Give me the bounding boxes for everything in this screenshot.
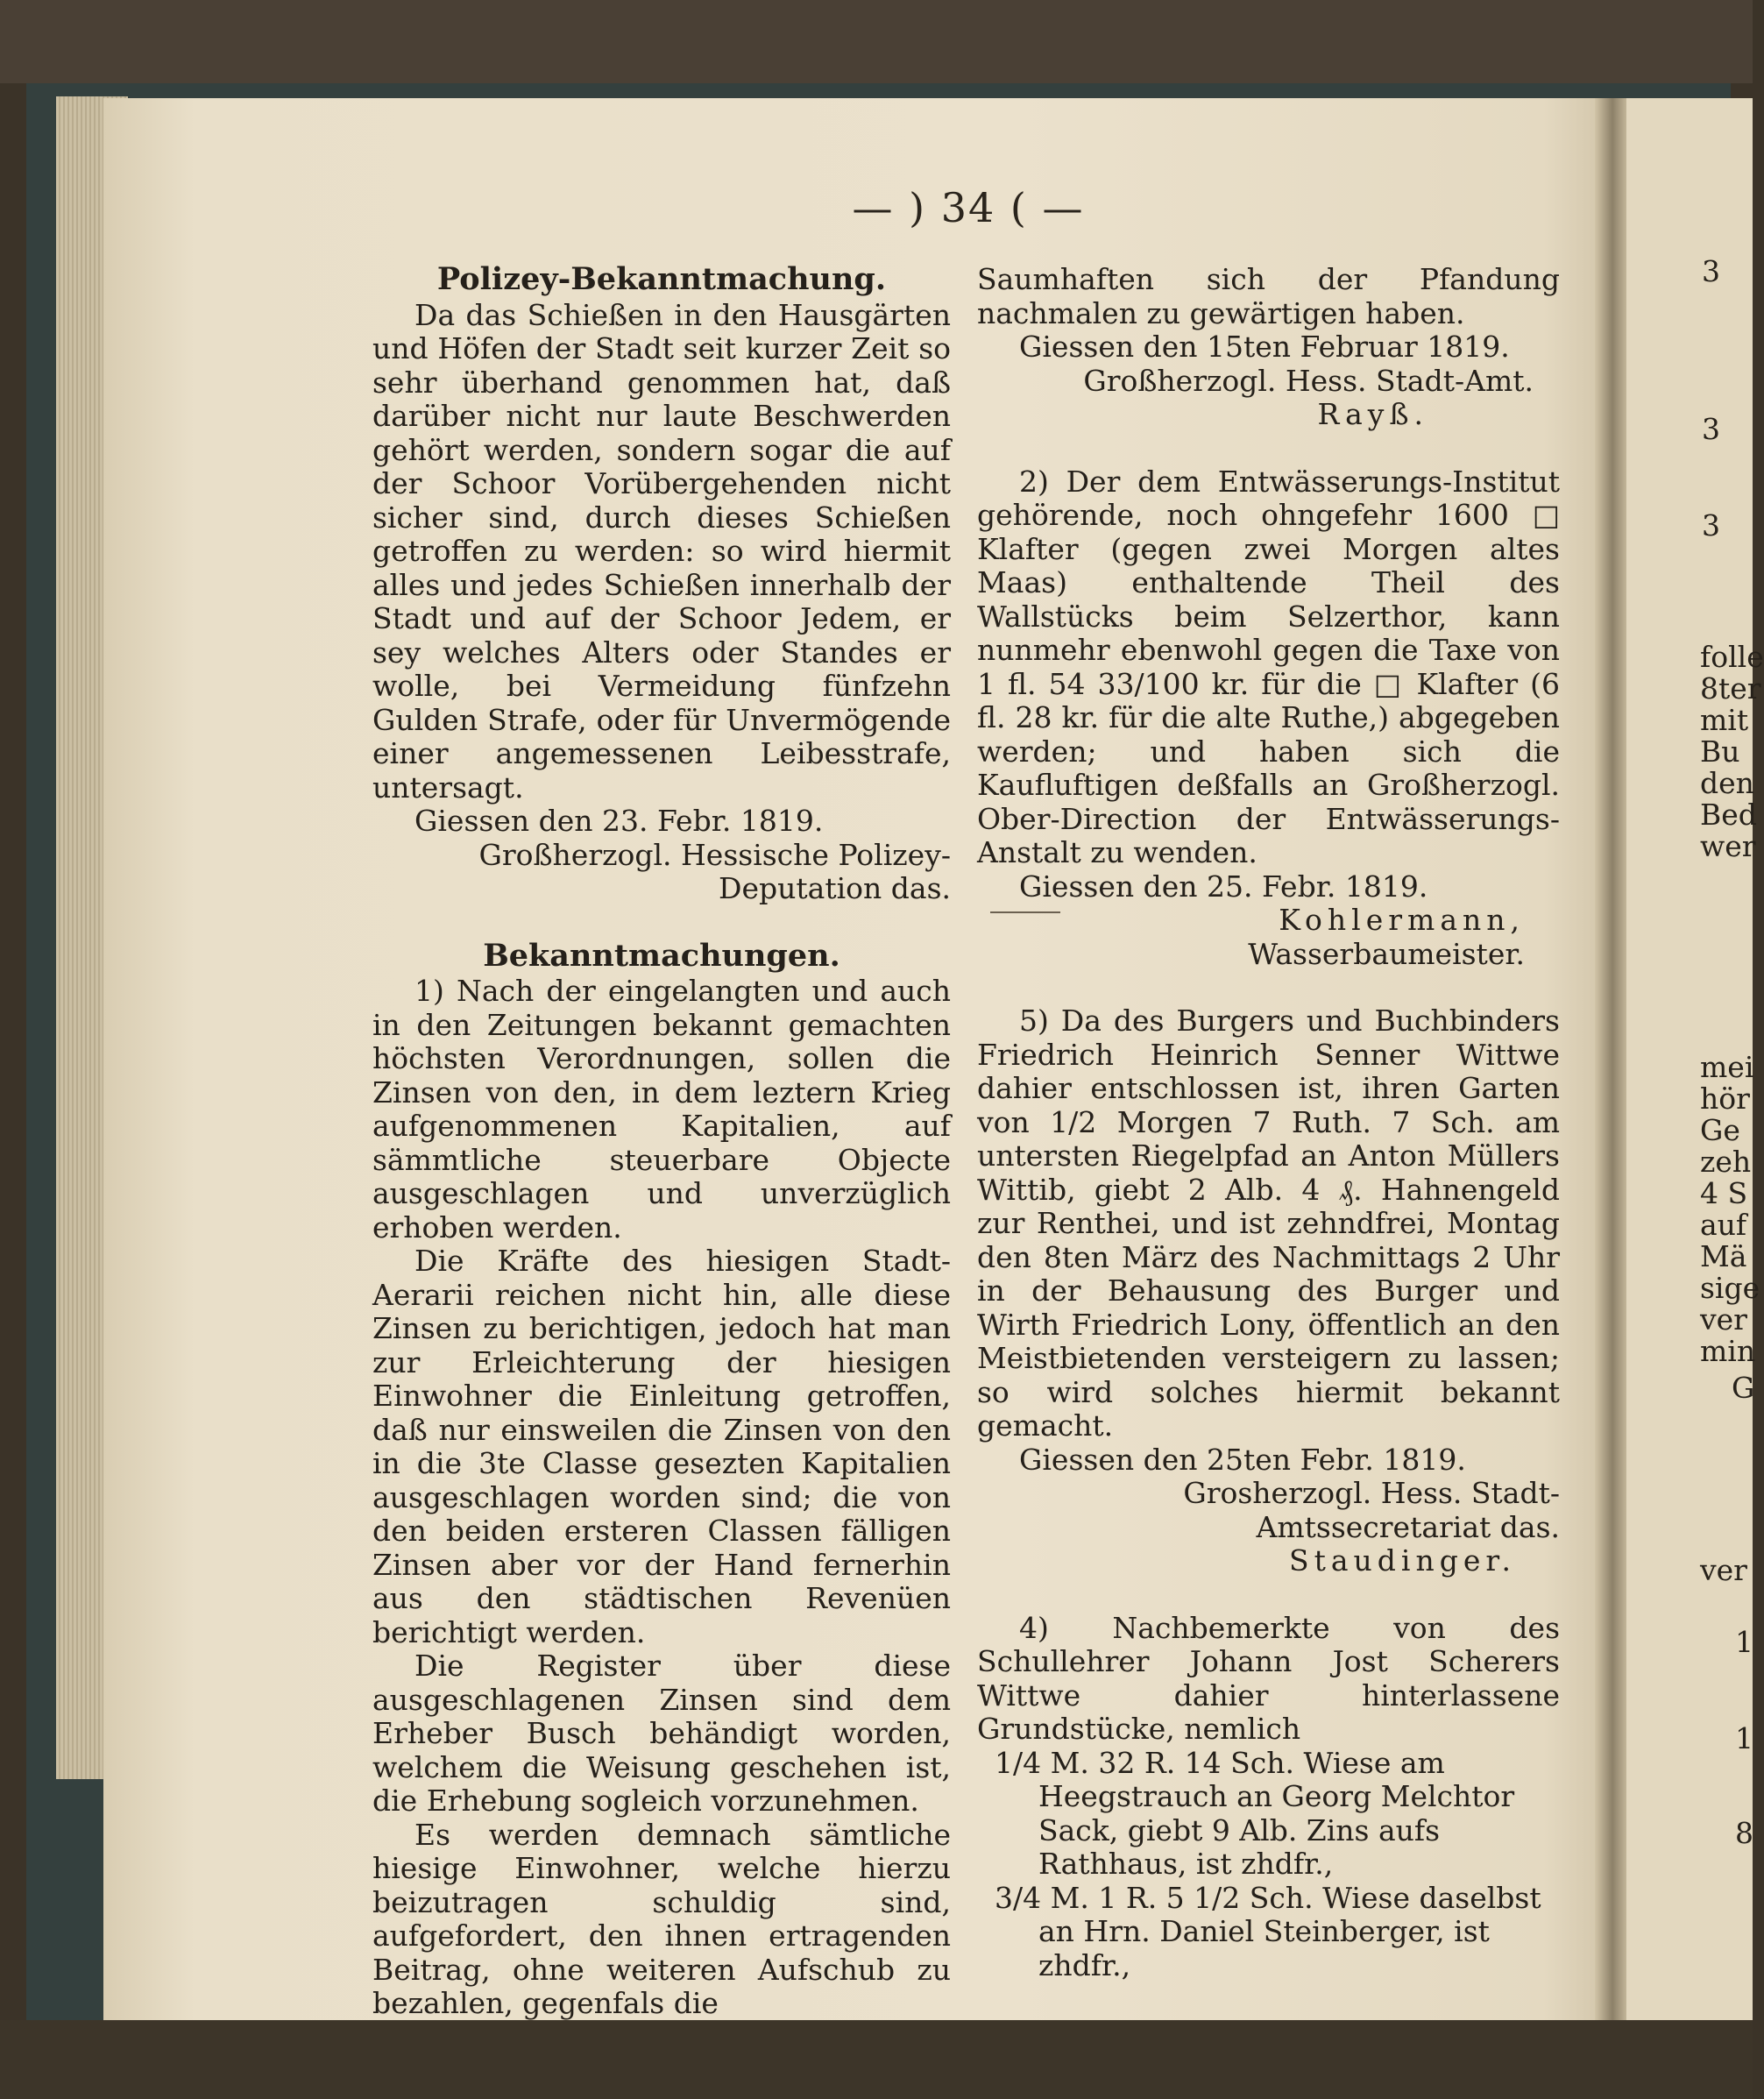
np-line: Bu: [1700, 734, 1740, 769]
np-line: Mä: [1700, 1239, 1747, 1273]
police-announcement-title: Polizey-Bekanntmachung.: [436, 261, 887, 297]
np-line: auf: [1700, 1208, 1747, 1242]
police-announcement-date: Giessen den 23. Febr. 1819.: [414, 804, 824, 838]
np-line: 8: [1735, 1816, 1753, 1850]
np-line: 3: [1702, 254, 1720, 288]
announcement-5-date: Giessen den 25ten Febr. 1819.: [1019, 1442, 1466, 1477]
announcement-2-title: Wasserbaumeister.: [1248, 936, 1525, 971]
background-top: [0, 0, 1753, 83]
np-line: 1: [1735, 1721, 1753, 1755]
announcement-2-signer: Kohlermann,: [1279, 903, 1525, 937]
section-divider: [990, 911, 1060, 913]
announcement-5-signer: Staudinger.: [1288, 1543, 1516, 1578]
np-line: Ge: [1700, 1113, 1740, 1147]
np-line: den: [1700, 766, 1754, 800]
announcement-1-paragraph-4: Es werden demnach sämtliche hiesige Einwohner, welche hierzu beizutragen schuldig sind, aufgefordert, den ihnen ertragenden Beitrag, ohne weiteren Aufschub zu bezahlen, gegenfals die: [372, 1817, 951, 2020]
left-column: [372, 263, 951, 2021]
np-line: 8ter: [1700, 671, 1761, 706]
np-line: ver: [1700, 1553, 1747, 1587]
np-line: folle: [1700, 640, 1764, 674]
announcement-1-signature: Großherzogl. Hess. Stadt-Amt.: [1083, 363, 1534, 398]
announcement-5-signature: Grosherzogl. Hess. Stadt-Amtssecretariat das.: [1183, 1476, 1560, 1544]
announcement-4-text: 4) Nachbemerkte von des Schullehrer Johann Jost Scherers Wittwe dahier hinterlassene Grundstücke, nemlich: [977, 1610, 1560, 1746]
background-bottom: [0, 2020, 1753, 2099]
np-line: wer: [1700, 829, 1756, 863]
np-line: sige: [1700, 1271, 1760, 1305]
np-line: mei: [1700, 1050, 1754, 1084]
np-line: 4 S: [1700, 1176, 1748, 1210]
np-line: hör: [1700, 1081, 1750, 1116]
np-line: 3: [1702, 508, 1720, 542]
announcements-title: Bekanntmachungen.: [483, 937, 840, 974]
np-line: zeh: [1700, 1145, 1752, 1179]
np-line: 3: [1702, 412, 1720, 446]
announcement-1-signer: Rayß.: [1317, 397, 1428, 431]
np-line: Bed: [1700, 798, 1757, 832]
property-item-1: 1/4 M. 32 R. 14 Sch. Wiese am Heegstrauch an Georg Melchtor Sack, giebt 9 Alb. Zins aufs Rathhaus, ist zhdfr.,: [995, 1745, 1515, 1881]
announcement-2-text: 2) Der dem Entwässerungs-Institut gehörende, noch ohngefehr 1600 □ Klafter (gegen zwei Morgen altes Maas) enthaltende Theil des Wallstücks beim Selzerthor, kann nunmehr ebenwohl gegen die Taxe von 1 fl. 54 33/100 kr. für die □ Klafter (6 fl. 28 kr. für die alte Ruthe,) abgegeben werden; und haben sich die Kaufluftigen deßfalls an Großherzogl. Ober-Direction der Entwässerungs-Anstalt zu wenden.: [977, 464, 1560, 869]
announcement-1-date: Giessen den 15ten Februar 1819.: [1019, 330, 1510, 364]
police-announcement-signature: Großherzogl. Hessische Polizey-Deputation das.: [478, 837, 951, 905]
property-item-2: 3/4 M. 1 R. 5 1/2 Sch. Wiese daselbst an Hrn. Daniel Steinberger, ist zhdfr.,: [995, 1880, 1541, 1982]
np-line: min: [1700, 1334, 1756, 1368]
announcement-1-text: 1) Nach der eingelangten und auch in den Zeitungen bekannt gemachten höchsten Verordnungen, sollen die Zinsen von den, in dem leztern Krieg aufgenommenen Kapitalien, auf sämmtliche steuerbare Objecte ausgeschlagen und unverzüglich erhoben werden.: [372, 974, 951, 1245]
police-announcement-text: Da das Schießen in den Hausgärten und Höfen der Stadt seit kurzer Zeit so sehr überhand genommen hat, daß darüber nicht nur laute Beschwerden gehört werden, sondern sogar die auf der Schoor Vorübergehenden nicht sicher sind, durch dieses Schießen getroffen zu werden: so wird hiermit alles und jedes Schießen innerhalb der Stadt und auf der Schoor Jedem, er sey welches Alters oder Standes er wolle, bei Vermeidung fünfzehn Gulden Strafe, oder für Unvermögende einer angemessenen Leibesstrafe, untersagt.: [372, 297, 951, 805]
np-line: ver: [1700, 1302, 1747, 1337]
announcement-1-continuation: Saumhaften sich der Pfandung nachmalen zu gewärtigen haben.: [977, 262, 1560, 330]
announcement-5-text: 5) Da des Burgers und Buchbinders Friedrich Heinrich Senner Wittwe dahier entschlossen ist, ihren Garten von 1/2 Morgen 7 Ruth. 7 Sch. am untersten Riegelpfad an Anton Müllers Wittib, giebt 2 Alb. 4 ₰. Hahnengeld zur Renthei, und ist zehndfrei, Montag den 8ten März des Nachmittags 2 Uhr in der Behausung des Burger und Wirth Friedrich Lony, öffentlich an den Meistbietenden versteigern zu lassen; so wird solches hiermit bekannt gemacht.: [977, 1003, 1560, 1443]
book-gutter: [1595, 98, 1630, 2026]
announcement-1-paragraph-3: Die Register über diese ausgeschlagenen Zinsen sind dem Erheber Busch behändigt worden, welchem die Weisung geschehen ist, die Erhebung sogleich vorzunehmen.: [372, 1649, 951, 1818]
np-line: G: [1732, 1371, 1755, 1405]
right-column: [977, 263, 1560, 1982]
next-page-fragment: [1626, 98, 1764, 2026]
page-number-header: — ) 34 ( —: [852, 184, 1085, 231]
np-line: 1: [1735, 1625, 1753, 1659]
announcement-1-paragraph-2: Die Kräfte des hiesigen Stadt-Aerarii reichen nicht hin, alle diese Zinsen zu berichtigen, jedoch hat man zur Erleichterung der hiesigen Einwohner die Einleitung getroffen, daß nur einsweilen die Zinsen von den in die 3te Classe gesezten Kapitalien ausgeschlagen worden sind; die von den beiden ersteren Classen fälligen Zinsen aber vor der Hand fernerhin aus den städtischen Revenüen berichtigt werden.: [372, 1244, 951, 1649]
np-line: mit: [1700, 703, 1749, 737]
announcement-2-date: Giessen den 25. Febr. 1819.: [1019, 869, 1428, 904]
